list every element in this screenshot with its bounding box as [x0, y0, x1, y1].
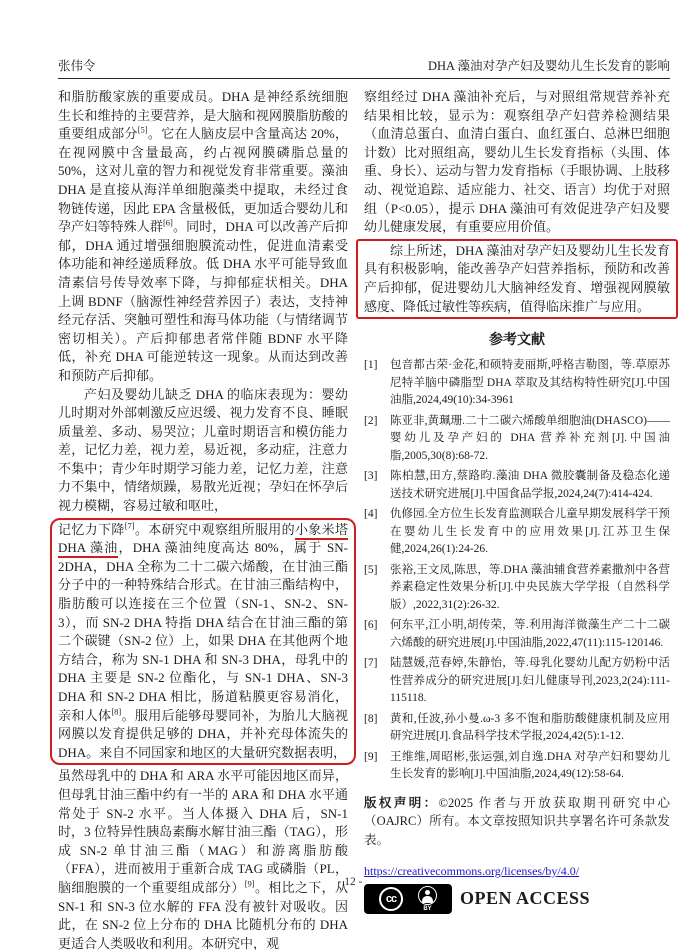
- open-access-label: OPEN ACCESS: [460, 888, 591, 909]
- reference-text: 张裕,王文凤,陈思，等.DHA 藻油辅食营养素撒剂中各营养素稳定性效果分析[J].中央民族大学学报（自然科学版）,2022,31(2):26-32.: [390, 563, 670, 611]
- copyright-label: 版权声明：: [364, 795, 439, 810]
- page-header: [58, 50, 670, 79]
- reference-label: [7]: [364, 657, 378, 670]
- boxed-text-pre: 记忆力下降[7]。本研究中观察组所服用的: [58, 520, 295, 537]
- boxed-text-post: ，DHA 藻油纯度高达 80%，属于 SN-2DHA，DHA 全称为二十二碳六烯酸，在甘油三酯分子中的一种特殊结合形式。在甘油三酯结构中，脂肪酸可以连接在三个位置（SN-1、SN-2、SN-3），而 SN-2 DHA 特指 DHA 结合在甘油三酯的第二个碳键（SN-2 位）上，如果 DHA 在其他两个地方结合，称为 SN-1 DHA 和 SN-3 DHA，母乳中的 DHA 主要是 SN-2 位酯化，与 SN-1 DHA、SN-3 DHA 和 SN-2 DHA 相比，肠道粘膜更容易消化，亲和人体[8]。服用后能够母婴同补，为胎儿大脑视网膜以发育提供足够的 DHA，并补充母体流失的 DHA。来自不同国家和地区的大量研究数据表明，: [58, 540, 348, 760]
- page-number: - 12 -: [337, 876, 363, 888]
- reference-text: 仇修园.全方位生长发育监测联合儿童早期发展科学干预在婴幼儿生长发育中的应用效果[J].江苏卫生保健,2024,26(1):24-26.: [390, 508, 670, 556]
- reference-label: [9]: [364, 750, 378, 763]
- reference-label: [2]: [364, 414, 378, 427]
- reference-item: [364, 506, 670, 559]
- reference-label: [4]: [364, 508, 378, 521]
- reference-item: [364, 749, 670, 784]
- attribution-icon-group: [418, 886, 437, 912]
- by-label: BY: [423, 905, 432, 912]
- reference-item: [364, 655, 670, 708]
- reference-text: 黄和,任波,孙小曼.ω-3 多不饱和脂肪酸健康机制及应用研究进展[J].食品科学技术学报,2024,42(5):1-12.: [390, 712, 670, 743]
- reference-label: [1]: [364, 359, 378, 372]
- reference-text: 陆慧媛,范春婷,朱静怡，等.母乳化婴幼儿配方奶粉中活性营养成分的研究进展[J].妇儿健康导刊,2023,2(24):111-115118.: [390, 657, 670, 705]
- reference-item: [364, 468, 670, 503]
- left-column: [58, 88, 348, 950]
- product-name-underlined: 小象米塔 DHA 藻油: [58, 522, 348, 559]
- highlight-box-conclusion: 综上所述，DHA 藻油对孕产妇及婴幼儿生长发育具有积极影响，能改善孕产妇营养指标，预防和改善产后抑郁，促进婴幼儿大脑神经发育、增强视网膜敏感度、降低过敏性等疾病，值得临床推广与应用。: [356, 239, 678, 319]
- copyright-notice: [364, 794, 670, 850]
- reference-text: 包音都古荣·金花,和硕特麦丽斯,呼格吉勒图，等.草原苏尼特羊脑中磷脂型 DHA 萃取及其结构特性研究[J].中国油脂,2024,49(10):34-3961: [390, 359, 670, 407]
- paragraph-sn2-absorption: 虽然母乳中的 DHA 和 ARA 水平可能因地区而异，但母乳甘油三酯中约有一半的 ARA 和 DHA 水平通常处于 SN-2 水平。当人体摄入 DHA 后，SN-1 时，3 位特异性胰岛素酶水解甘油三酯（TAG），形成 SN-2 单甘油三酯（MAG）和游离脂肪酸（FFA），进而被用于重新合成 TAG 或磷脂（PL，脑细胞膜的一个重要组成部分）[9]。相比之下，从 SN-1 和 SN-3 位水解的 FFA 没有被针对吸收。因此，在 SN-2 位上分布的 DHA 比随机分布的 DHA 更适合人类吸收和利用。本研究中，观: [58, 768, 348, 950]
- copyright-text: ©2025 作者与开放获取期刊研究中心（OAJRC）所有。本文章按照知识共享署名许可条款发表。: [364, 795, 670, 847]
- paragraph-dha-overview: 和脂肪酸家族的重要成员。DHA 是神经系统细胞生长和维持的主要营养，是大脑和视网膜脂肪酸的重要组成部分[5]。它在人脑皮层中含量高达 20%，在视网膜中含量最高，约占视网膜磷脂总量的 50%，这对儿童的智力和视觉发育非常重要。藻油 DHA 是直接从海洋单细胞藻类中提取，未经过食物链传递，因此 EPA 含量极低，更加适合婴幼儿和孕产妇等特殊人群[6]。同时，DHA 可以改善产后抑郁，DHA 通过增强细胞膜流动性，促进血清素受体功能和神经递质释放。低 DHA 水平可能导致血清素信号传导效率下降，与抑郁症状相关。DHA 上调 BDNF（脑源性神经营养因子）表达，支持神经元存活、突触可塑性和海马体功能（与情绪调节密切相关）。产后抑郁患者常伴随 BDNF 水平降低，补充 DHA 可能逆转这一现象。从而达到改善和预防产后抑郁。: [58, 89, 348, 383]
- cc-icon: cc: [379, 887, 403, 911]
- references-heading: 参考文献: [489, 333, 545, 349]
- reference-item: [364, 357, 670, 410]
- reference-label: [3]: [364, 470, 378, 483]
- reference-text: 陈亚非,黄珮珊.二十二碳六烯酸单细胞油(DHASCO)——婴幼儿及孕产妇的 DHA 营养补充剂[J].中国油脂,2005,30(8):68-72.: [390, 414, 670, 462]
- reference-item: [364, 711, 670, 746]
- reference-label: [5]: [364, 563, 378, 576]
- reference-text: 陈柏慧,田方,蔡路昀.藻油 DHA 微胶囊制备及稳态化递送技术研究进展[J].中国食品学报,2024,24(7):414-424.: [390, 470, 670, 500]
- highlight-box-product: [50, 518, 356, 766]
- header-author: 张伟令: [58, 59, 96, 73]
- reference-label: [6]: [364, 619, 378, 632]
- person-icon: [418, 886, 437, 905]
- license-link[interactable]: https://creativecommons.org/licenses/by/4.0/: [364, 863, 580, 878]
- reference-label: [8]: [364, 712, 378, 725]
- cc-by-badge[interactable]: [364, 884, 452, 914]
- reference-item: [364, 413, 670, 466]
- right-column: [364, 88, 670, 914]
- references-list: [364, 357, 670, 784]
- reference-text: 王维维,周昭彬,张运强,刘自逸.DHA 对孕产妇和婴幼儿生长发育的影响[J].中国油脂,2024,49(12):58-64.: [390, 750, 670, 781]
- paragraph-deficiency-symptoms: 产妇及婴幼儿缺乏 DHA 的临床表现为：婴幼儿时期对外部刺激反应迟缓、视力发育不良、睡眠质量差、多动、易哭泣；儿童时期语言和模仿能力差，记忆力差，视力差，易近视，多动症，注意力不集中；青少年时期学习能力差，记忆力差，注意力不集中，情绪烦躁，易散光近视；孕妇在怀孕后视力模糊，容易过敏和呕吐，: [58, 386, 348, 514]
- reference-item: [364, 617, 670, 652]
- license-badge-row: [364, 884, 670, 914]
- header-running-title: DHA 藻油对孕产妇及婴幼儿生长发育的影响: [427, 59, 670, 73]
- reference-text: 何东平,江小明,胡传荣，等.利用海洋微藻生产二十二碳六烯酸的研究进展[J].中国油脂,2022,47(11):115-120146.: [390, 619, 670, 649]
- reference-item: [364, 562, 670, 615]
- paragraph-study-results: 察组经过 DHA 藻油补充后，与对照组常规营养补充结果相比较，显示为：观察组孕产妇营养检测结果（血清总蛋白、血清白蛋白、血红蛋白、总淋巴细胞计数）比对照组高，婴幼儿生长发育指标（头围、体重、身长）、运动与智力发育指标（手眼协调、上肢移动、视觉追踪、适应能力、社交、语言）均优于对照组（P<0.05），提示 DHA 藻油可有效促进孕产妇及婴幼儿健康发展，有重要应用价值。: [364, 89, 670, 235]
